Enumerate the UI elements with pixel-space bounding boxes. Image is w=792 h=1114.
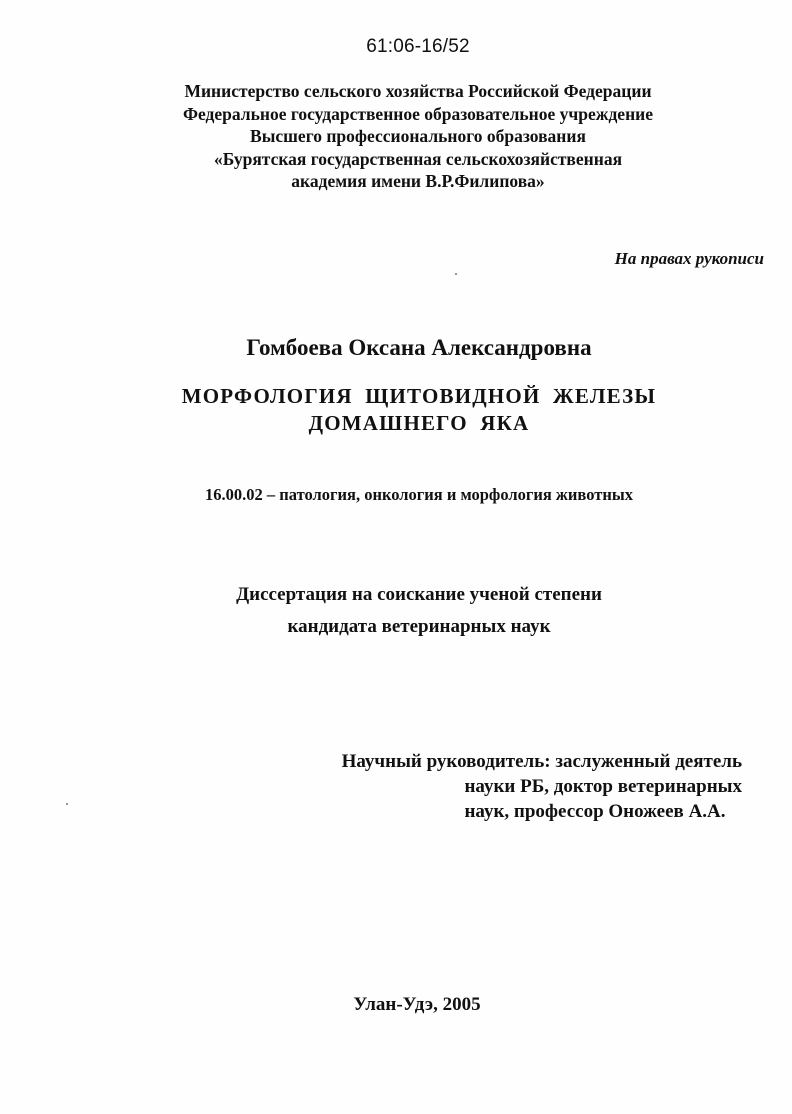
- supervisor-line: Научный руководитель: заслуженный деятель: [341, 751, 742, 772]
- degree-line: кандидата ветеринарных наук: [287, 616, 551, 637]
- institution-header: [0, 80, 792, 193]
- author-name: Гомбоева Оксана Александровна: [246, 335, 592, 360]
- title-line: МОРФОЛОГИЯ ЩИТОВИДНОЙ ЖЕЛЕЗЫ: [181, 384, 657, 408]
- supervisor-line: науки РБ, доктор ветеринарных: [464, 776, 742, 797]
- archive-code: 61:06-16/52: [366, 36, 470, 57]
- degree-line: Диссертация на соискание ученой степени: [236, 584, 602, 605]
- institution-line: Федеральное государственное образовательное учреждение: [182, 103, 654, 124]
- institution-line: «Бурятская государственная сельскохозяйственная: [213, 148, 623, 169]
- city-year: Улан-Удэ, 2005: [353, 994, 481, 1015]
- scan-speck: [455, 273, 457, 275]
- institution-line: Высшего профессионального образования: [250, 126, 586, 146]
- manuscript-note: На правах рукописи: [614, 249, 764, 268]
- scan-speck: [66, 803, 68, 805]
- institution-line: академия имени В.Р.Филипова»: [291, 171, 545, 191]
- supervisor-line: наук, профессор Оножеев А.А.: [464, 801, 726, 822]
- degree-statement: [0, 579, 792, 643]
- dissertation-title: [0, 383, 792, 437]
- title-line: ДОМАШНЕГО ЯКА: [308, 411, 530, 435]
- supervisor-block: [326, 749, 742, 824]
- specialty-code: 16.00.02 – патология, онкология и морфология животных: [205, 485, 633, 504]
- institution-line: Министерство сельского хозяйства Российской Федерации: [184, 81, 652, 101]
